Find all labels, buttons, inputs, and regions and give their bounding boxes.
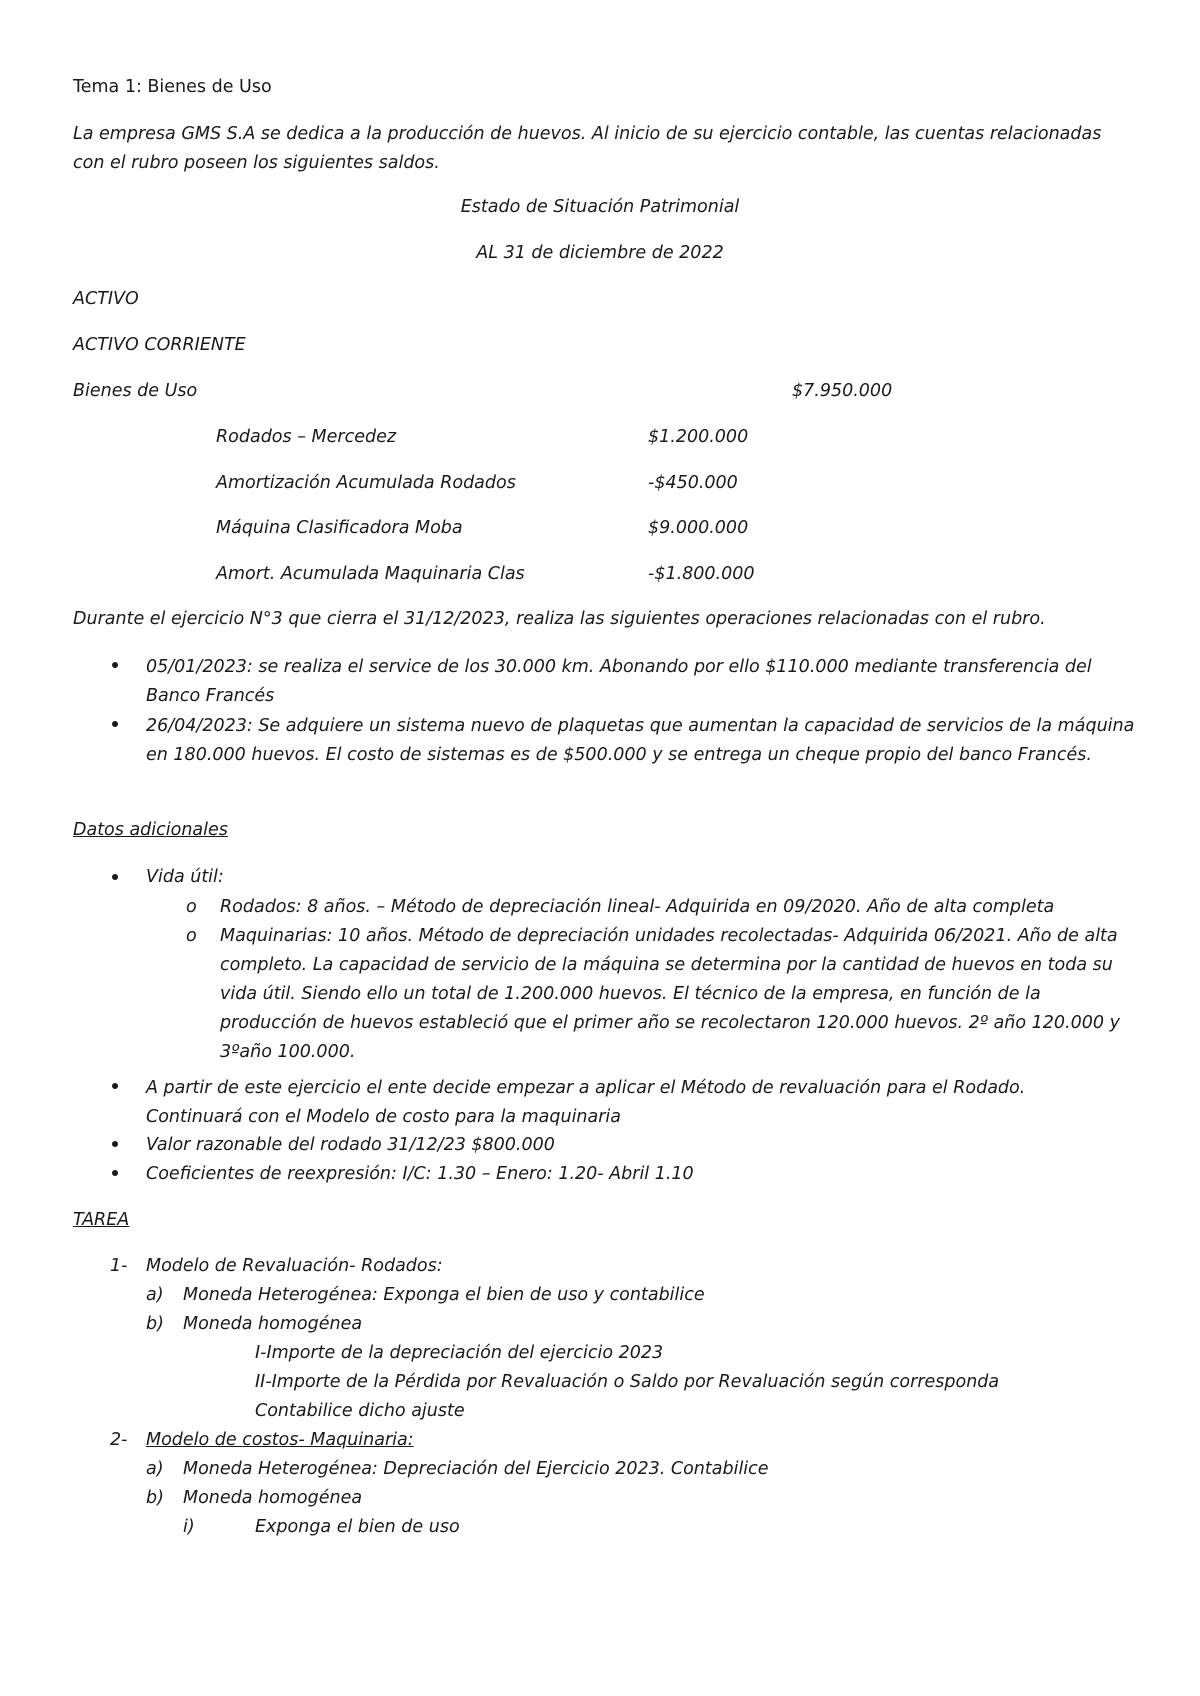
intro-paragraph: La empresa GMS S.A se dedica a la producción de huevos. Al inicio de su ejercicio contable, las cuentas relacionadas con el rubro poseen los siguientes saldos.: [73, 124, 1102, 173]
bullet-icon: [112, 1083, 118, 1089]
task-item: Moneda Heterogénea: Exponga el bien de uso y contabilice: [183, 1285, 705, 1305]
tarea-heading: TAREA: [73, 1210, 130, 1230]
during-paragraph: Durante el ejercicio N°3 que cierra el 31/12/2023, realiza las siguientes operaciones relacionadas con el rubro.: [73, 609, 1046, 629]
bullet-icon: [112, 662, 118, 668]
operation-item: 05/01/2023: se realiza el service de los 30.000 km. Abonando por ello $110.000 mediante transferencia del Banco Francés: [146, 657, 1092, 706]
task-marker: b): [146, 1314, 164, 1334]
vida-util-maquinarias: Maquinarias: 10 años. Método de depreciación unidades recolectadas- Adquirida 06/2021. Año de alta completo. La capacidad de servicio de la máquina se determina por la cantidad de huevos en toda su vida útil. Siendo ello un total de 1.200.000 huevos. El técnico de la empresa, en función de la producción de huevos estableció que el primer año se recolectaron 120.000 huevos. 2º año 120.000 y 3ºaño 100.000.: [220, 926, 1120, 1062]
item-label: Amortización Acumulada Rodados: [216, 473, 516, 493]
task-item: Moneda Heterogénea: Depreciación del Ejercicio 2023. Contabilice: [183, 1459, 769, 1479]
additional-item: A partir de este ejercicio el ente decide empezar a aplicar el Método de revaluación para el Rodado. Continuará con el Modelo de costo para la maquinaria: [146, 1078, 1026, 1127]
bullet-icon: [112, 874, 118, 880]
vida-util-label: Vida útil:: [146, 867, 224, 887]
task-subline: II-Importe de la Pérdida por Revaluación o Saldo por Revaluación según corresponda: [255, 1372, 1000, 1392]
task-item: Moneda homogénea: [183, 1314, 363, 1334]
task-number: 1-: [110, 1256, 128, 1276]
item-label: Máquina Clasificadora Moba: [216, 518, 463, 538]
statement-date: AL 31 de diciembre de 2022: [476, 243, 724, 263]
item-amount: -$450.000: [648, 473, 738, 493]
task-title: Modelo de costos- Maquinaria:: [146, 1430, 414, 1450]
item-amount: $9.000.000: [648, 518, 749, 538]
task-number: 2-: [110, 1430, 128, 1450]
item-label: Rodados – Mercedez: [216, 427, 397, 447]
additional-item: Valor razonable del rodado 31/12/23 $800.000: [146, 1135, 555, 1155]
task-marker: b): [146, 1488, 164, 1508]
task-subline: Exponga el bien de uso: [255, 1517, 460, 1537]
operation-item: 26/04/2023: Se adquiere un sistema nuevo de plaquetas que aumentan la capacidad de servicios de la máquina en 180.000 huevos. El costo de sistemas es de $500.000 y se entrega un cheque propio del banco Francés.: [146, 716, 1135, 765]
sub-bullet-icon: o: [186, 926, 197, 946]
bienes-de-uso-total: $7.950.000: [792, 381, 893, 401]
task-marker: a): [146, 1285, 164, 1305]
item-amount: -$1.800.000: [648, 564, 755, 584]
bullet-icon: [112, 1141, 118, 1147]
document-title: Tema 1: Bienes de Uso: [73, 77, 272, 97]
section-activo: ACTIVO: [73, 289, 139, 309]
task-title: Modelo de Revaluación- Rodados:: [146, 1256, 443, 1276]
sub-bullet-icon: o: [186, 897, 197, 917]
additional-heading: Datos adicionales: [73, 820, 228, 840]
task-subline: Contabilice dicho ajuste: [255, 1401, 465, 1421]
additional-item: Coeficientes de reexpresión: I/C: 1.30 – Enero: 1.20- Abril 1.10: [146, 1164, 694, 1184]
section-activo-corriente: ACTIVO CORRIENTE: [73, 335, 246, 355]
item-label: Amort. Acumulada Maquinaria Clas: [216, 564, 525, 584]
task-subline: I-Importe de la depreciación del ejercicio 2023: [255, 1343, 664, 1363]
task-marker: a): [146, 1459, 164, 1479]
vida-util-rodados: Rodados: 8 años. – Método de depreciación lineal- Adquirida en 09/2020. Año de alta completa: [220, 897, 1055, 917]
bullet-icon: [112, 1170, 118, 1176]
statement-title: Estado de Situación Patrimonial: [460, 197, 740, 217]
task-marker: i): [183, 1517, 195, 1537]
bienes-de-uso-label: Bienes de Uso: [73, 381, 198, 401]
item-amount: $1.200.000: [648, 427, 749, 447]
bullet-icon: [112, 721, 118, 727]
task-item: Moneda homogénea: [183, 1488, 363, 1508]
